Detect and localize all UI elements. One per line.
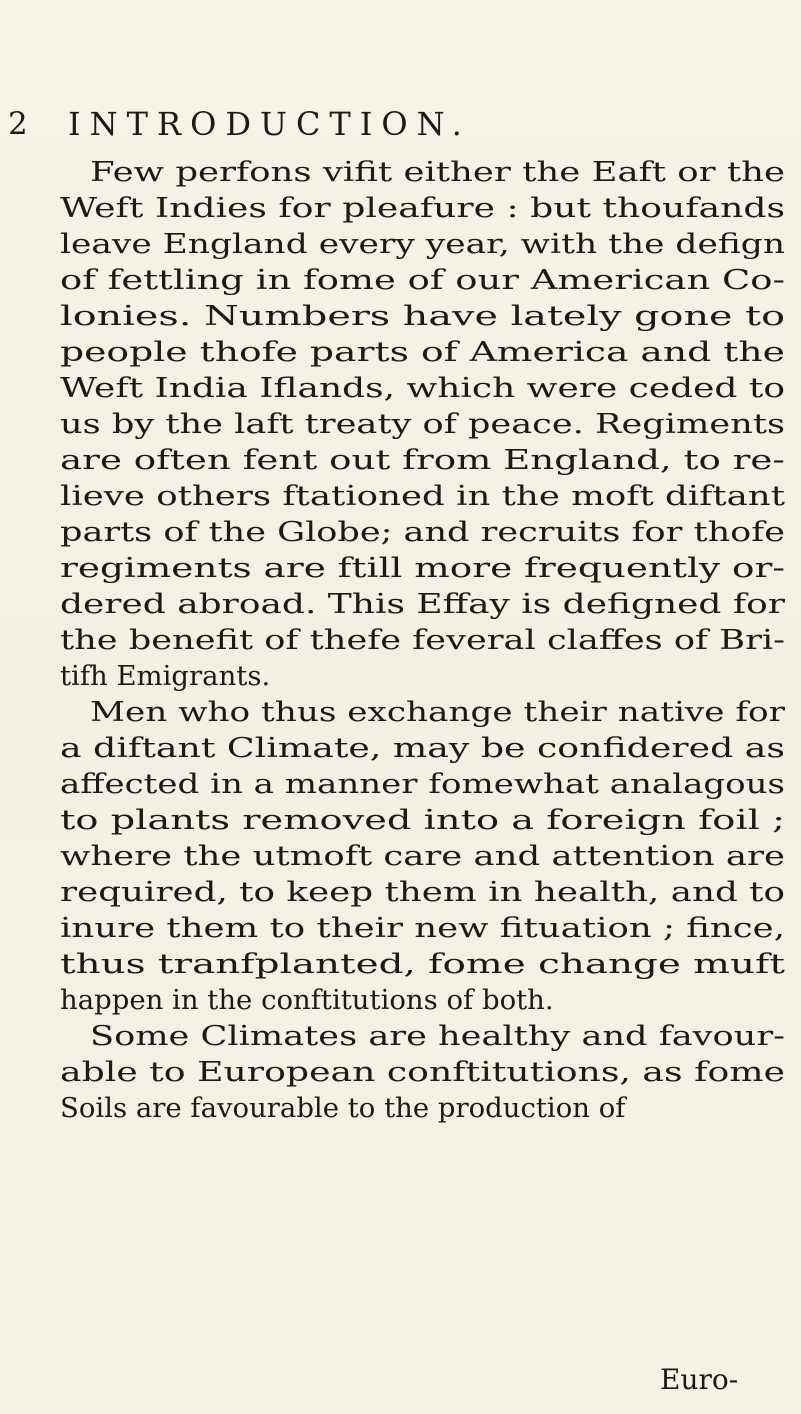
- text-line: us by the laft treaty of peace. Regiments: [60, 408, 785, 440]
- text-line: dered abroad. This Effay is defigned for: [60, 588, 785, 620]
- running-head-title: INTRODUCTION.: [68, 105, 471, 143]
- text-line: are often fent out from England, to re-: [60, 444, 785, 476]
- text-line: parts of the Globe; and recruits for thofe: [60, 516, 785, 548]
- text-line: Few perfons vifit either the Eaft or the: [90, 156, 785, 188]
- text-line: people thofe parts of America and the: [60, 336, 785, 368]
- text-line: where the utmoft care and attention are: [60, 840, 785, 872]
- text-line: Weft India Iflands, which were ceded to: [60, 372, 785, 404]
- text-line: the benefit of thefe feveral claffes of Bri-: [60, 624, 785, 656]
- text-line: tifh Emigrants.: [60, 660, 271, 692]
- page-number: 2: [8, 106, 28, 142]
- text-line: affected in a manner fomewhat analagous: [60, 768, 785, 800]
- text-line: happen in the conftitutions of both.: [60, 984, 554, 1016]
- text-line: regiments are ftill more frequently or-: [60, 552, 785, 584]
- text-line: a diftant Climate, may be confidered as: [60, 732, 785, 764]
- catchword: Euro-: [660, 1363, 739, 1396]
- text-line: leave England every year, with the defign: [60, 228, 785, 260]
- running-head: [0, 102, 801, 146]
- text-line: to plants removed into a foreign foil ;: [60, 804, 785, 836]
- text-line: lieve others ftationed in the moft diftant: [60, 480, 785, 512]
- text-line: able to European conftitutions, as fome: [60, 1056, 785, 1088]
- text-line: Some Climates are healthy and favour-: [90, 1020, 785, 1052]
- text-line: Soils are favourable to the production of: [60, 1092, 626, 1124]
- text-line: required, to keep them in health, and to: [60, 876, 785, 908]
- text-line: thus tranfplanted, fome change muft: [60, 948, 785, 980]
- text-line: inure them to their new fituation ; fince,: [60, 912, 785, 944]
- text-line: Weft Indies for pleafure : but thoufands: [60, 192, 785, 224]
- text-line: lonies. Numbers have lately gone to: [60, 300, 785, 332]
- text-line: of fettling in fome of our American Co-: [60, 264, 785, 296]
- text-line: Men who thus exchange their native for: [90, 696, 785, 728]
